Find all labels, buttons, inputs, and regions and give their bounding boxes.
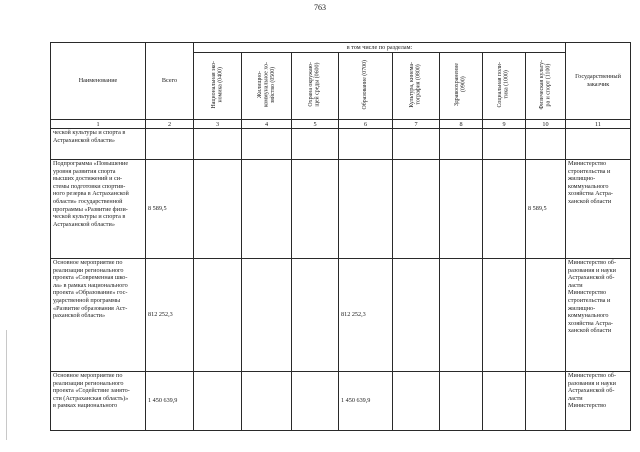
column-number: 5	[292, 120, 339, 129]
row-section-value	[194, 372, 242, 431]
row-section-value	[440, 372, 483, 431]
column-number: 4	[242, 120, 292, 129]
column-number-row	[51, 120, 631, 129]
row-customer: Министерство об- разования и науки Астраханской об- ласти Министерство строительства и жилищно- коммунального хозяйства Астра- ханской области	[566, 259, 631, 372]
row-section-value	[393, 129, 440, 160]
row-section-value	[393, 160, 440, 259]
header-section-label: Жилищно- коммунальное хо- зяйство (0500)	[256, 62, 276, 108]
table-row	[51, 160, 631, 259]
row-section-value	[440, 129, 483, 160]
row-section-value	[526, 129, 566, 160]
header-total: Всего	[146, 43, 194, 120]
column-number: 11	[566, 120, 631, 129]
row-section-value	[242, 372, 292, 431]
row-name: Подпрограмма «Повышение уровня развития спорта высших достижений и си- стемы подготовки спортив- ного резерва в Астраханской области» государственной программы «Развитие физи- ческой культуры и спорта в Астраханской области»	[51, 160, 146, 259]
header-sections-group: в том числе по разделам:	[194, 43, 566, 53]
table-row	[51, 372, 631, 431]
header-section-label: Образование (0700)	[362, 59, 369, 110]
row-section-value	[483, 160, 526, 259]
row-customer	[566, 129, 631, 160]
row-section-value	[483, 259, 526, 372]
row-section-value	[339, 160, 393, 259]
row-section-value	[483, 129, 526, 160]
column-number: 10	[526, 120, 566, 129]
row-section-value	[194, 160, 242, 259]
table-row	[51, 129, 631, 160]
header-section-0600	[292, 53, 339, 120]
row-section-value: 1 450 639,9	[339, 372, 393, 431]
column-number: 1	[51, 120, 146, 129]
row-customer: Министерство строительства и жилищно- коммунального хозяйства Астра- ханской области	[566, 160, 631, 259]
row-section-value	[526, 259, 566, 372]
row-name: Основное мероприятие по реализации регионального проекта «Содействие занято- сти (Астраханская область)» в рамках национального	[51, 372, 146, 431]
header-section-0900	[440, 53, 483, 120]
header-section-0800	[393, 53, 440, 120]
row-section-value	[292, 372, 339, 431]
page-number: 763	[314, 3, 326, 12]
row-total	[146, 129, 194, 160]
row-section-value	[393, 259, 440, 372]
header-name: Наименование	[51, 43, 146, 120]
column-number: 9	[483, 120, 526, 129]
header-section-0500	[242, 53, 292, 120]
header-section-label: Социальная поли- тика (1000)	[497, 61, 510, 108]
header-section-label: Здравоохранение (0900)	[454, 63, 467, 107]
page-edge-line	[6, 330, 7, 440]
table-row	[51, 259, 631, 372]
row-section-value	[292, 160, 339, 259]
header-section-label: Физическая культу- ра и спорт (1100)	[538, 59, 552, 110]
header-section-0700	[339, 53, 393, 120]
row-section-value	[194, 129, 242, 160]
row-section-value	[440, 160, 483, 259]
column-number: 7	[393, 120, 440, 129]
row-section-value	[440, 259, 483, 372]
column-number: 6	[339, 120, 393, 129]
header-customer: Государственный заказчик	[566, 43, 631, 120]
row-section-value: 8 589,5	[526, 160, 566, 259]
header-section-label: Охрана окружаю- щей среды (0600)	[308, 62, 321, 107]
row-section-value: 812 252,3	[339, 259, 393, 372]
row-name: ческой культуры и спорта в Астраханской области»	[51, 129, 146, 160]
row-section-value	[339, 129, 393, 160]
column-number: 2	[146, 120, 194, 129]
column-number: 8	[440, 120, 483, 129]
row-total: 8 589,5	[146, 160, 194, 259]
row-section-value	[242, 129, 292, 160]
budget-table	[50, 42, 631, 431]
header-section-label: Культура, кинема- тография (0800)	[409, 61, 422, 108]
header-section-1000	[483, 53, 526, 120]
row-section-value	[526, 372, 566, 431]
row-section-value	[292, 129, 339, 160]
row-total: 1 450 639,9	[146, 372, 194, 431]
row-section-value	[242, 160, 292, 259]
header-section-label: Национальная эко- номика (0400)	[210, 60, 224, 109]
row-section-value	[242, 259, 292, 372]
row-section-value	[393, 372, 440, 431]
header-section-1100	[526, 53, 566, 120]
row-total: 812 252,3	[146, 259, 194, 372]
row-name: Основное мероприятие по реализации регионального проекта «Современная шко- ла» в рамках национального проекта «Образование» гос- ударственной программы «Развитие образования Аст- раханской области»	[51, 259, 146, 372]
column-number: 3	[194, 120, 242, 129]
row-section-value	[483, 372, 526, 431]
row-section-value	[292, 259, 339, 372]
row-customer: Министерство об- разования и науки Астраханской об- ласти Министерство	[566, 372, 631, 431]
row-section-value	[194, 259, 242, 372]
header-section-0400	[194, 53, 242, 120]
